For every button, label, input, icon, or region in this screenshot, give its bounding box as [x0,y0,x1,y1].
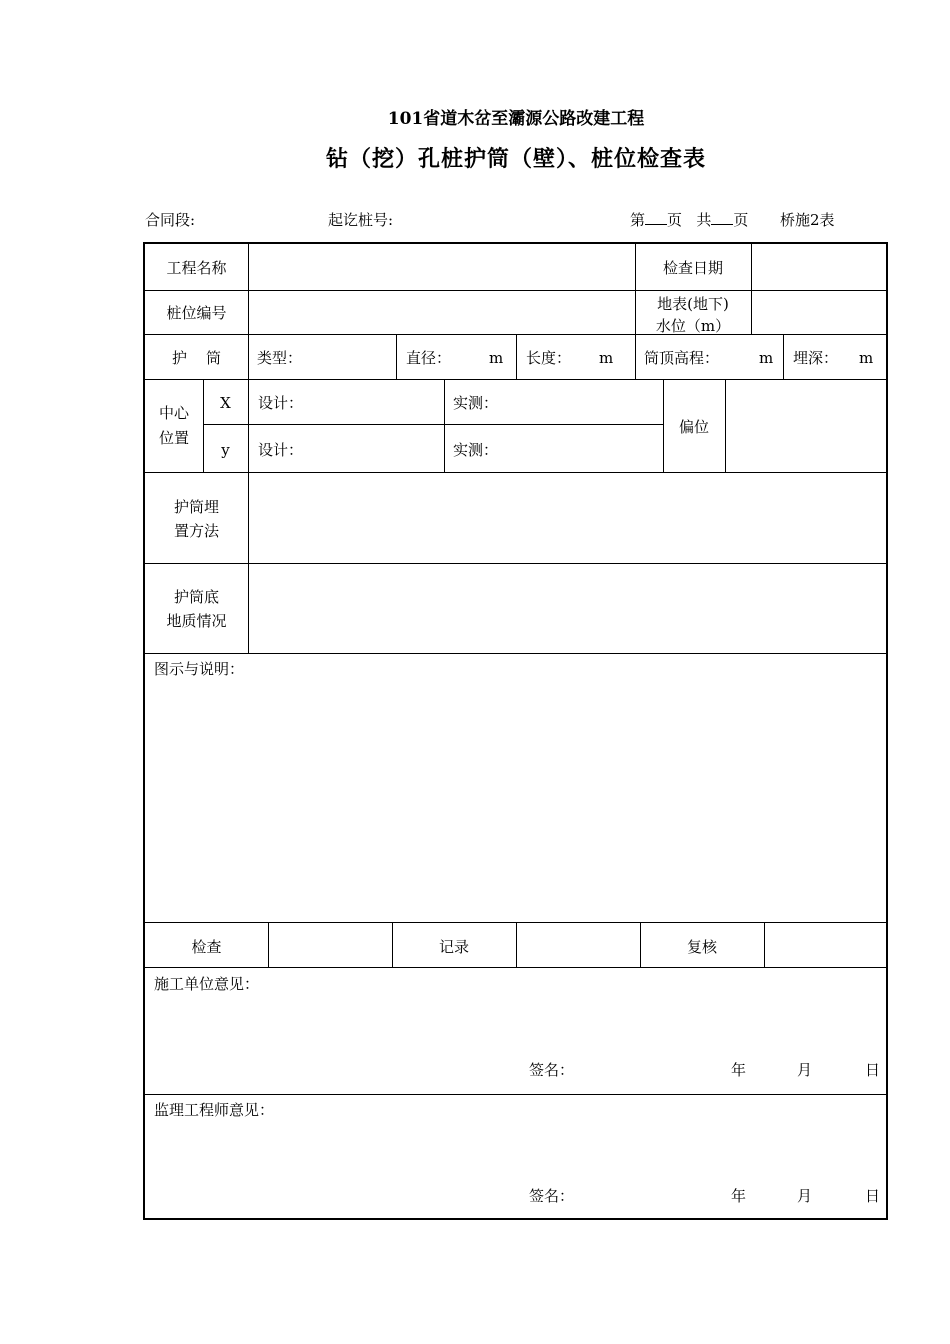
check-label: 检查 [191,938,222,956]
supervisor-opinion-field[interactable] [146,1122,887,1180]
contractor-year: 年 [731,1061,747,1079]
water-level-line2: 水位（m） [655,317,731,335]
contractor-opinion-field[interactable] [146,996,887,1056]
form-title: 钻（挖）孔桩护筒（壁）、桩位检查表 [325,146,706,172]
offset-label: 偏位 [678,418,709,436]
bottom-line1: 护筒底 [173,588,219,606]
station-label: 起讫桩号: [328,211,394,229]
contractor-day: 日 [865,1061,881,1079]
contractor-month: 月 [797,1061,813,1079]
water-level-label [635,295,751,335]
inspection-table [143,242,888,1220]
method-line2: 置方法 [173,522,219,540]
form-code: 桥施2表 [780,211,835,229]
x-measured-label: 实测： [453,394,499,412]
method-line1: 护筒埋 [173,498,219,516]
casing-depth-label: 埋深： [793,349,839,367]
y-design-label: 设计： [258,441,304,459]
casing-diameter-label: 直径： [406,349,452,367]
water-level-line1: 地表(地下) [657,295,729,313]
offset-field[interactable] [726,380,887,471]
page-suffix: 页 [733,211,749,229]
check-field[interactable] [269,923,391,966]
diameter-unit: m [489,349,504,367]
bottom-geology-label [145,588,248,630]
recheck-label: 复核 [686,938,717,956]
page-blank[interactable] [645,210,667,225]
total-blank[interactable] [711,210,733,225]
check-date-field[interactable] [752,245,887,289]
contractor-sign-label: 签名： [529,1061,575,1079]
project-name-field[interactable] [249,245,634,289]
bottom-geology-field[interactable] [249,564,887,652]
page-prefix: 第 [630,211,646,229]
casing-top-elevation-label: 筒顶高程： [644,349,720,367]
pile-no-field[interactable] [249,291,634,333]
diagram-notes-area[interactable] [146,680,887,920]
contractor-opinion-label: 施工单位意见： [154,975,260,993]
casing-length-label: 长度： [526,349,572,367]
project-name-label: 工程名称 [166,259,227,277]
burial-method-field[interactable] [249,473,887,562]
check-date-label: 检查日期 [662,259,723,277]
elevation-unit: m [759,349,774,367]
recheck-field[interactable] [765,923,887,966]
y-axis-label: y [221,441,230,459]
supervisor-opinion-label: 监理工程师意见： [154,1101,275,1119]
record-label: 记录 [438,938,469,956]
page-number [630,209,748,230]
depth-unit: m [859,349,874,367]
x-axis-label: X [220,394,231,412]
contract-label: 合同段: [145,211,196,229]
supervisor-month: 月 [797,1187,813,1205]
supervisor-day: 日 [865,1187,881,1205]
length-unit: m [599,349,614,367]
center-position-label [145,404,203,447]
y-measured-label: 实测： [453,441,499,459]
center-line1: 中心 [158,404,189,422]
record-field[interactable] [517,923,639,966]
center-line2: 位置 [158,429,189,447]
bottom-line2: 地质情况 [166,612,227,630]
pile-no-label: 桩位编号 [166,304,227,322]
burial-method-label [145,498,248,540]
casing-label: 护 筒 [171,349,222,367]
casing-type-label: 类型： [257,349,303,367]
x-design-label: 设计： [258,394,304,412]
supervisor-sign-label: 签名： [529,1187,575,1205]
water-level-field[interactable] [752,291,887,333]
page-mid: 页 共 [667,211,712,229]
diagram-notes-label: 图示与说明： [154,660,245,678]
project-title: 101省道木岔至灞源公路改建工程 [387,109,645,129]
supervisor-year: 年 [731,1187,747,1205]
